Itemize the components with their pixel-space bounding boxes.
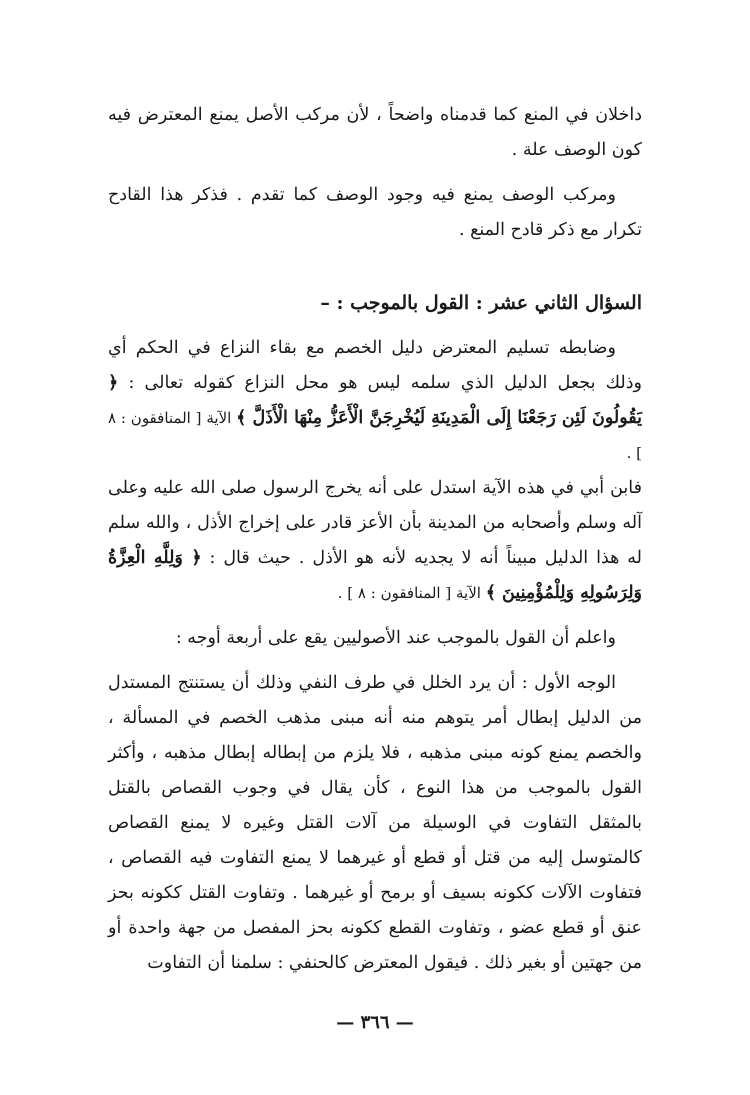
page-number: — ٣٦٦ — [336, 1012, 414, 1033]
quran-verse: ﴿ وَلِلَّهِ الْعِزَّةُ وَلِرَسُولِهِ وَلِلْمُؤْمِنِينَ ﴾ [108, 548, 642, 603]
verse-reference: الآية [ المنافقون : ٨ ] . [337, 584, 486, 602]
explanation-text: فابن أبي في هذه الآية استدل على أنه يخرج الرسول صلى الله عليه وعلى آله وسلم وأصحابه من المدينة بأن الأعز قادر على إخراج الأذل ، والله سلم له هذا الدليل مبيناً أنه لا يجديه لأنه هو الأذل . حيث قال : [108, 478, 643, 568]
quran-verse: ﴿ يَقُولُونَ لَئِن رَجَعْنَا إِلَى الْمَدِينَةِ لَيُخْرِجَنَّ الْأَعَزُّ مِنْهَا الْأَذَلَّ ﴾ [108, 373, 642, 428]
paragraph-first-aspect: الوجه الأول : أن يرد الخلل في طرف النفي وذلك أن يستنتج المستدل من الدليل إبطال أمر يتوهم منه أنه مبنى مذهب الخصم في المسألة ، والخصم يمنع كونه مبنى مذهبه ، فلا يلزم من إبطاله إبطال مذهبه ، وأكثر القول بالموجب من هذا النوع ، كأن يقال في وجوب القصاص بالقتل بالمثقل التفاوت في الوسيلة من آلات القتل وغيره لا يمنع القصاص كالمتوسل إليه من قتل أو قطع أو غيرهما لا يمنع التفاوت فيه القصاص ، فتفاوت الآلات ككونه بسيف أو برمح أو غيرهما . وتفاوت القتل ككونه بحز عنق أو قطع عضو ، وتفاوت القطع ككونه بحز المفصل من جهة واحدة أو من جهتين أو بغير ذلك . فيقول المعترض كالحنفي : سلمنا أن التفاوت [108, 673, 642, 973]
section-heading: السؤال الثاني عشر : القول بالموجب : – [320, 292, 642, 314]
paragraph-definition [108, 331, 642, 471]
verse-reference: الآية [ المنافقون : ٨ ] . [108, 409, 642, 462]
definition-text: وضابطه تسليم المعترض دليل الخصم مع بقاء النزاع في الحكم أي وذلك بجعل الدليل الذي سلمه ليس هو محل النزاع كقوله تعالى : [108, 338, 642, 393]
paragraph-four-aspects: واعلم أن القول بالموجب عند الأصوليين يقع على أربعة أوجه : [175, 628, 616, 648]
paragraph-continuation: داخلان في المنع كما قدمناه واضحاً ، لأن مركب الأصل يمنع المعترض فيه كون الوصف علة . [108, 105, 642, 160]
paragraph-explanation [108, 471, 642, 611]
page-body [108, 98, 642, 981]
paragraph-compound-description: ومركب الوصف يمنع فيه وجود الوصف كما تقدم . فذكر هذا القادح تكرار مع ذكر قادح المنع . [108, 185, 642, 240]
